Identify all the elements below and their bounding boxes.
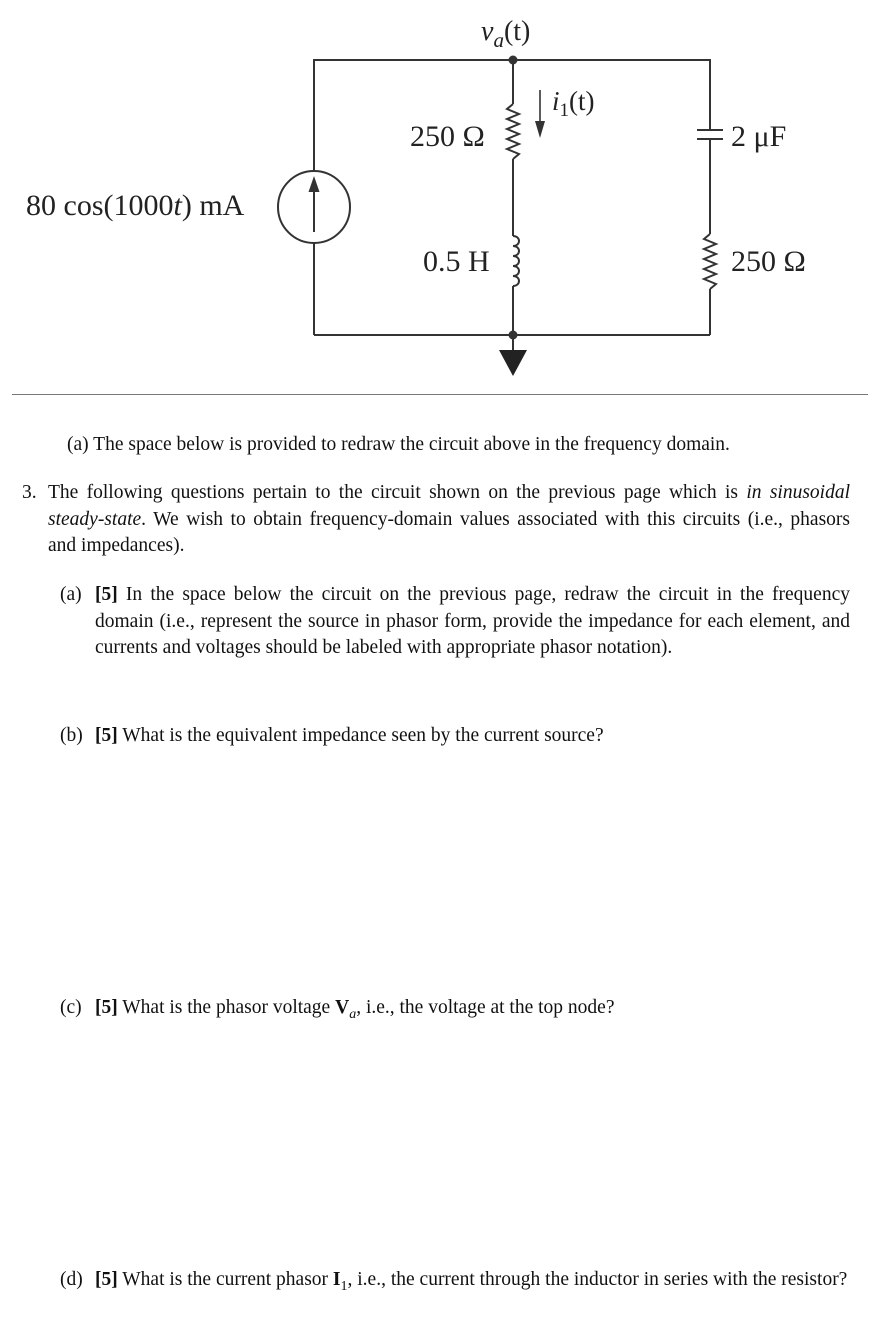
resistor-mid-label: 250 Ω (410, 120, 485, 153)
resistor-mid (507, 104, 519, 159)
current-arrow (535, 90, 545, 138)
part-c-label: (c) (60, 997, 82, 1018)
capacitor-label: 2 μF (731, 120, 787, 153)
section-divider (12, 394, 868, 395)
part-d (60, 1267, 850, 1300)
top-voltage-label: $v_a(t)$ (481, 16, 531, 52)
source-label: 80 cos(1000t) mA (26, 189, 245, 222)
inductor-label: 0.5 H (423, 245, 490, 278)
part-a (60, 582, 850, 662)
redraw-note: (a) The space below is provided to redraw the circuit above in the frequency domain. (67, 434, 730, 455)
problem-number: 3. (22, 482, 37, 503)
inductor (513, 236, 519, 286)
problem-intro: The following questions pertain to the circuit shown on the previous page which is in sinusoidal steady-state. We wish to obtain frequency-domain values associated with this circuits (i.e., phasors and impedances). (48, 482, 850, 556)
part-a-label: (a) (60, 584, 82, 605)
part-b (60, 723, 850, 750)
part-a-text: [5] In the space below the circuit on the previous page, redraw the circuit in the frequency domain (i.e., represent the source in phasor form, provide the impedance for each element, and currents and voltages should be labeled with appropriate phasor notation). (95, 584, 850, 658)
current-source (278, 171, 350, 243)
part-c (60, 995, 850, 1028)
resistor-right-label: 250 Ω (731, 245, 806, 278)
resistor-right (704, 234, 716, 289)
capacitor (697, 122, 723, 139)
part-b-text: [5] What is the equivalent impedance seen by the current source? (95, 725, 604, 746)
part-c-text: [5] What is the phasor voltage $V_a$, i.e., the voltage at the top node? (95, 997, 615, 1022)
ground-icon (499, 350, 527, 376)
part-b-label: (b) (60, 725, 83, 746)
part-d-label: (d) (60, 1269, 83, 1290)
circuit-diagram (0, 0, 896, 390)
current-label: $i_1(t)$ (552, 86, 595, 121)
problem-3 (22, 480, 850, 560)
top-node-dot (509, 56, 518, 65)
part-d-text: [5] What is the current phasor $I_1$, i.e., the current through the inductor in series with the resistor? (95, 1269, 848, 1294)
